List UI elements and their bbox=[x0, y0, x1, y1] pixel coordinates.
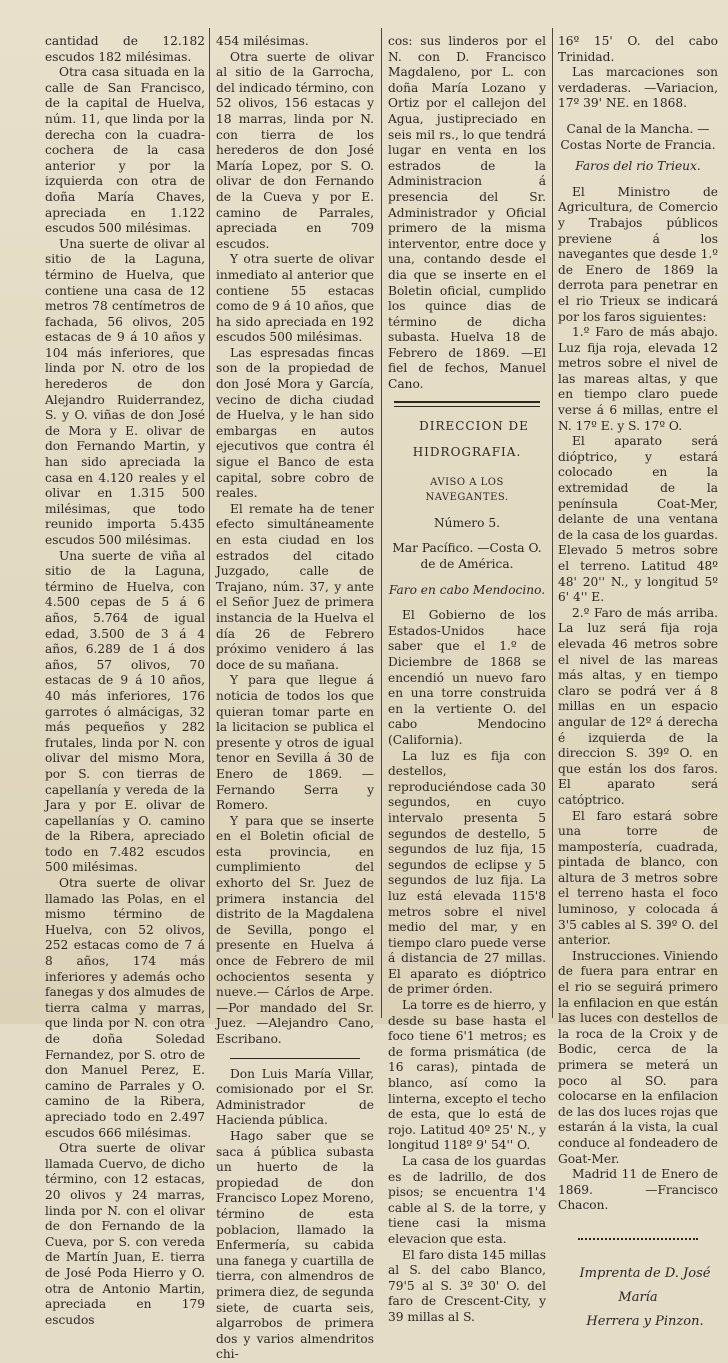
imprint-line: Imprenta de D. José María bbox=[579, 1265, 711, 1305]
section-divider bbox=[394, 401, 540, 407]
paragraph: La casa de los guardas es de ladrillo, de dos pisos; se encuentra 1'4 cable al S. de la torre, y tiene casi la misma elevacion que esta. bbox=[388, 1154, 546, 1246]
paragraph: cos: sus linderos por el N. con D. Francisco Magdaleno, por L. con doña María Lozano y Ortiz por el callejon del Agua, justipreciado en seis mil rs., lo que tendrá lugar en venta en los estrados de la Administracion á presencia del Sr. Administrador y Oficial primero de la misma interventor, entre doce y una, contando desde el dia que se inserte en el Boletin oficial, cumplido los quince dias de término de dicha subasta. Huelva 18 de Febrero de 1869. —El fiel de fechos, Manuel Cano. bbox=[388, 34, 546, 392]
paragraph: Otra casa situada en la calle de San Francisco, de la capital de Huelva, núm. 11, que linda por la derecha con la cuadra-cochera de la casa anterior y por la izquierda con otra de doña María Chaves, apreciada en 1.122 escudos 500 milésimas. bbox=[45, 65, 205, 236]
paragraph: Las espresadas fincas son de la propiedad de don José Mora y García, vecino de dicha ciudad de Huelva, y le han sido embargas en autos ejecutivos que contra él sigue el Banco de esta capital, sobre cobro de reales. bbox=[216, 345, 374, 501]
paragraph: Otra suerte de olivar llamado las Polas, en el mismo término de Huelva, con 52 olivos, 252 estacas como de 7 á 8 años, 174 más inferiores y además ocho fanegas y dos almudes de tierra calma y marras, que linda por N. con otra de doña Soledad Fernandez, por S. otro de don Manuel Perez, E. camino de Parrales y O. camino de la Ribera, apreciado todo en 2.497 escudos 666 milésimas. bbox=[45, 876, 205, 1140]
paragraph: Y para que llegue á noticia de todos los que quieran tomar parte en la licitacion se publica el presente y otros de igual tenor en Sevilla á 30 de Enero de 1869. —Fernando Serra y Romero. bbox=[216, 673, 374, 813]
paragraph: 2.º Faro de más arriba. La luz será fija roja elevada 46 metros sobre el nivel de las mareas más altas, y en tiempo claro se podrá ver á 8 millas en un espacio angular de 12º á derecha é izquierda de la direccion S. 39º O. en que están los dos faros. El aparato será catóptrico. bbox=[558, 605, 718, 807]
notice-opening: Don Luis María Villar, comisionado por el Sr. Administrador de Hacienda pública. bbox=[216, 1066, 374, 1128]
paragraph: Y para que se inserte en el Boletin oficial de esta provincia, en cumplimiento del exhorto del Sr. Juez de primera instancia del distrito de la Magdalena de Sevilla, pongo el presente en Huelva á once de Febrero de mil ochocientos sesenta y nueve.— Cárlos de Arpe. —Por mandado del Sr. Juez. —Alejandro Cano, Escribano. bbox=[216, 813, 374, 1046]
section-heading: DIRECCION DE HIDROGRAFIA. bbox=[412, 418, 529, 459]
paragraph: 16º 15' O. del cabo Trinidad. bbox=[558, 34, 718, 64]
paragraph: Otra suerte de olivar al sitio de la Garrocha, del indicado término, con 52 olivos, 156 estacas y 18 marras, linda por N. con tierra de los herederos de don José María Lopez, por S. O. olivar de don Fernando de la Cueva y por E. camino de Parrales, apreciada en 709 escudos. bbox=[216, 49, 374, 251]
section-divider bbox=[578, 1238, 698, 1240]
region-title: Canal de la Mancha. —Costas Norte de Francia. bbox=[560, 121, 716, 152]
paragraph: El faro estará sobre una torre de mampostería, cuadrada, pintada de blanco, con altura de 3 metros sobre el terreno hasta el foco luminoso, y colocada á 3'5 cables al S. 39º O. del anterior. bbox=[558, 808, 718, 948]
paragraph: El aparato será dióptrico, y estará colocado en la extremidad de la península Coat-Mer, delante de una ventana de la casa de los guardas. Elevado 5 metros sobre el terreno. Latitud 48º 48' 20'' N., y longitud 5º 6' 4'' E. bbox=[558, 434, 718, 605]
paragraph: 454 milésimas. bbox=[216, 34, 309, 48]
region-title: Mar Pacífico. —Costa O. de de América. bbox=[392, 541, 542, 572]
column-2 bbox=[216, 34, 374, 1362]
paragraph: cantidad de 12.182 escudos 182 milésimas. bbox=[45, 34, 205, 64]
section-divider bbox=[230, 1058, 360, 1059]
paragraph: El Ministro de Agricultura, de Comercio y Trabajos públicos previene á los navegantes que desde 1.º de Enero de 1869 la derrota para penetrar en el rio Trieux se indicará por los faros siguientes: bbox=[558, 184, 718, 324]
signature: Madrid 11 de Enero de 1869. —Francisco Chacon. bbox=[558, 1167, 718, 1213]
paragraph: El remate ha de tener efecto simultáneamente en esta ciudad en los estrados del citado Juzgado, calle de Trajano, núm. 37, y ante el Señor Juez de primera instancia de la Huelva el día 26 de Febrero próximo venidero á las doce de su mañana. bbox=[216, 501, 374, 672]
column-divider bbox=[381, 28, 382, 1018]
column-1 bbox=[45, 34, 205, 1327]
paragraph: 1.º Faro de más abajo. Luz fija roja, elevada 12 metros sobre el nivel de las mareas altas, y que en tiempo claro puede verse á 6 millas, entre el N. 17º E. y S. 17º O. bbox=[558, 325, 718, 433]
paragraph: Y otra suerte de olivar inmediato al anterior que contiene 55 estacas como de 9 á 10 años, que ha sido apreciada en 192 escudos 500 milésimas. bbox=[216, 252, 374, 345]
paragraph: La torre es de hierro, y desde su base hasta el foco tiene 6'1 metros; es de forma prismática (de 16 caras), pintada de blanco, así como la linterna, excepto el techo de esta, que lo está de rojo. Latitud 40º 25' N., y longitud 118º 9' 54'' O. bbox=[388, 998, 546, 1153]
lighthouse-title: Faros del rio Trieux. bbox=[575, 159, 701, 174]
paragraph: El Gobierno de los Estados-Unidos hace saber que el 1.º de Diciembre de 1868 se encendió un nuevo faro en una torre construida en la vertiente O. del cabo Mendocino (California). bbox=[388, 608, 546, 747]
paragraph: La luz es fija con destellos, reproduciéndose cada 30 segundos, en cuyo intervalo presenta 5 segundos de destello, 5 segundos de luz fija, 15 segundos de eclipse y 5 segundos de luz fija. La luz está elevada 115'8 metros sobre el nivel medio del mar, y en tiempo claro puede verse á distancia de 27 millas. El aparato es dióptrico de primer órden. bbox=[388, 748, 546, 997]
column-3 bbox=[388, 34, 546, 1324]
notice-title: AVISO A LOS NAVEGANTES. bbox=[425, 476, 509, 504]
paragraph: Instrucciones. Viniendo de fuera para entrar en el rio se seguirá primero la enfilacion en que están las luces con destellos de la roca de la Croix y de Bodic, cerca de la primera se meterá un poco al SO. para colocarse en la enfilacion de las dos luces rojas que estarán á la vista, la cual conduce al fondeadero de Goat-Mer. bbox=[558, 948, 718, 1166]
paragraph: Hago saber que se saca á pública subasta un huerto de la propiedad de don Francisco Lopez Moreno, término de esta poblacion, llamado la Enfermería, su cabida una fanega y cuartilla de tierra, con almendros de primera diez, de segunda siete, de cuarta seis, algarrobos de primera dos y varios almendritos chi- bbox=[216, 1128, 374, 1362]
paragraph: El faro dista 145 millas al S. del cabo Blanco, 79'5 al S. 3º 30' O. del faro de Crescent-City, y 39 millas al S. bbox=[388, 1247, 546, 1324]
notice-number: Número 5. bbox=[434, 515, 500, 530]
paragraph: Las marcaciones son verdaderas. —Variacion, 17º 39' NE. en 1868. bbox=[558, 65, 718, 111]
imprint-line: Herrera y Pinzon. bbox=[586, 1313, 704, 1329]
paragraph: Una suerte de viña al sitio de la Laguna, término de Huelva, con 4.500 cepas de 5 á 6 años, 5.764 de igual edad, 3.500 de 3 á 4 años, 6.289 de 1 á dos años, 57 olivos, 70 estacas de 9 á 10 años, 40 más inferiores, 176 garrotes ó almácigas, 32 más pequeños y 282 frutales, linda por N. con olivar del mismo Mora, por S. con tierras de capellanía y vereda de la Jara y por E. olivar de capellanías y O. camino de la Ribera, apreciado todo en 7.482 escudos 500 milésimas. bbox=[45, 548, 205, 875]
paragraph: Una suerte de olivar al sitio de la Laguna, término de Huelva, que contiene una casa de 12 metros 78 centímetros de fachada, 56 olivos, 205 estacas de 9 á 10 años y 104 más inferiores, que linda por N. otro de los herederos de don Alejandro Ruiderrandez, S. y O. viñas de don José de Mora y E. olivar de don Fernando Martin, y han sido apreciada la casa en 4.120 reales y el olivar en 1.315 500 milésimas, que todo reunido importa 5.435 escudos 500 milésimas. bbox=[45, 236, 205, 547]
column-divider bbox=[209, 28, 210, 1018]
lighthouse-title: Faro en cabo Mendocino. bbox=[388, 582, 546, 597]
paragraph: Otra suerte de olivar llamada Cuervo, de dicho término, con 12 estacas, 20 olivos y 24 marras, linda por N. con el olivar de don Fernando de la Cueva, por S. con vereda de Martín Juan, E. tierra de José Poda Hierro y O. otra de Antonio Martin, apreciada en 179 escudos bbox=[45, 1141, 205, 1327]
column-4 bbox=[558, 34, 718, 1329]
column-divider bbox=[552, 28, 553, 1018]
